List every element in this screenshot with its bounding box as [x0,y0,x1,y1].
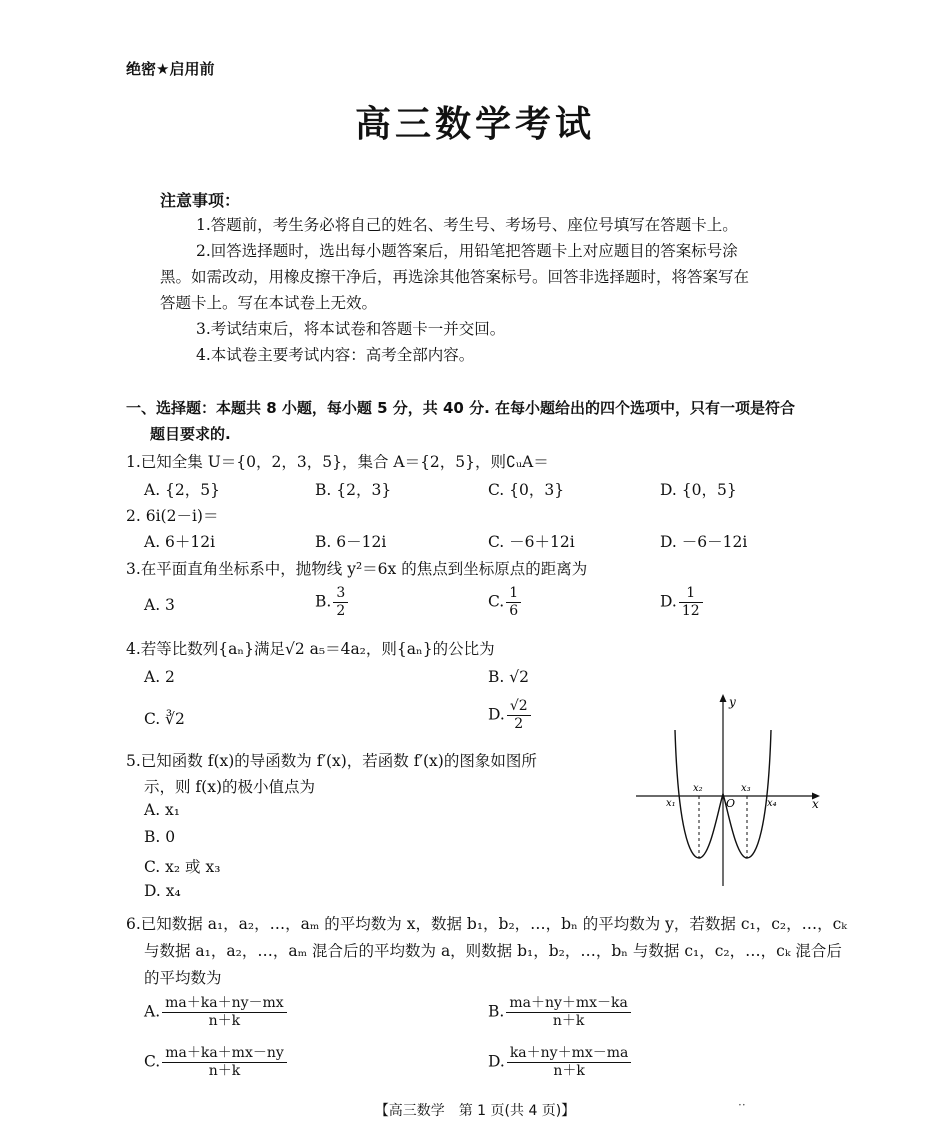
q3-option-a: A. 3 [144,596,175,614]
numerator: 1 [679,585,703,603]
q6-option-a-fraction [162,995,287,1030]
q6-option-c [144,1045,287,1080]
q1-option-c: C. {0，3} [488,481,565,499]
q3-option-c-fraction [506,585,521,620]
denominator: 12 [681,603,700,619]
x-axis-label: x [812,797,819,811]
q6-stem-line-1: 6.已知数据 a₁，a₂，…，aₘ 的平均数为 x，数据 b₁，b₂，…，bₙ 的平均数为 y，若数据 c₁，c₂，…，cₖ [126,915,847,933]
q1-option-d: D. {0，5} [660,481,737,499]
secret-label: 绝密★启用前 [126,60,215,78]
section-heading-line-2: 题目要求的. [150,425,231,443]
q5-option-d: D. x₄ [144,882,181,900]
q6-option-d-label: D. [488,1052,505,1071]
q6-option-b-label: B. [488,1002,505,1021]
denominator: n＋k [208,1063,241,1079]
notice-heading: 注意事项： [160,191,241,210]
notice-item-2-line-2: 黑。如需改动，用橡皮擦干净后，再选涂其他答案标号。回答非选择题时，将答案写在 [160,268,750,286]
notice-item-2-line-3: 答题卡上。写在本试卷上无效。 [160,294,378,312]
q3-stem: 3.在平面直角坐标系中，抛物线 y²＝6x 的焦点到坐标原点的距离为 [126,560,588,578]
y-axis-label: y [729,695,736,709]
q6-option-a [144,995,287,1030]
x2-label: x₂ [693,783,703,794]
q4-option-b: B. √2 [488,668,529,686]
q4-option-d-fraction [507,698,531,733]
q6-option-c-label: C. [144,1052,161,1071]
q4-option-c: C. ∛2 [144,710,185,728]
q1-option-b: B. {2，3} [315,481,392,499]
numerator: 3 [333,585,348,603]
q6-option-c-fraction [162,1045,287,1080]
q6-option-d-fraction [507,1045,632,1080]
denominator: n＋k [553,1063,585,1079]
q3-option-d-fraction [679,585,703,620]
q2-option-c: C. －6＋12i [488,533,575,551]
q2-stem: 2. 6i(2－i)＝ [126,507,219,525]
q5-stem-line-2: 示，则 f(x)的极小值点为 [144,778,316,796]
denominator: n＋k [208,1013,241,1029]
q6-stem-line-2: 与数据 a₁，a₂，…，aₘ 混合后的平均数为 a，则数据 b₁，b₂，…，bₙ 与数据 c₁，c₂，…，cₖ 混合后 [144,942,842,960]
x1-label: x₁ [666,798,676,809]
q6-option-d [488,1045,631,1080]
origin-label: O [726,797,736,810]
q3-option-d [660,585,703,620]
numerator: 1 [506,585,521,603]
page-footer: 【高三数学 第 1 页(共 4 页)】 [374,1103,576,1119]
q5-stem-line-1: 5.已知函数 f(x)的导函数为 f′(x)，若函数 f′(x)的图象如图所 [126,752,537,770]
numerator: ma＋ka＋mx－ny [162,1045,287,1063]
q2-option-b: B. 6－12i [315,533,387,551]
q3-option-b-fraction [333,585,348,620]
notice-item-4: 4.本试卷主要考试内容：高考全部内容。 [196,346,475,364]
section-heading-line-1: 一、选择题：本题共 8 小题，每小题 5 分，共 40 分. 在每小题给出的四个选项中，只有一项是符合 [126,399,796,417]
q3-option-c [488,585,521,620]
q1-stem: 1.已知全集 U＝{0，2，3，5}，集合 A＝{2，5}，则∁ᵤA＝ [126,453,549,471]
y-axis-arrow [720,694,727,702]
q4-option-d-label: D. [488,705,505,724]
q6-option-a-label: A. [144,1002,161,1021]
q2-option-a: A. 6＋12i [144,533,216,551]
q3-option-c-label: C. [488,592,505,611]
x4-label: x₄ [767,798,777,809]
numerator: √2 [507,698,531,716]
footer-mark: ·· [738,1098,746,1112]
x3-label: x₃ [741,783,751,794]
q4-option-d [488,698,531,733]
q1-option-a: A. {2，5} [144,481,220,499]
q3-option-b [315,585,348,620]
q6-stem-line-3: 的平均数为 [144,969,222,987]
q5-option-c: C. x₂ 或 x₃ [144,858,221,876]
q6-option-b [488,995,631,1030]
q4-option-a: A. 2 [144,668,175,686]
q3-option-b-label: B. [315,592,332,611]
notice-item-1: 1.答题前，考生务必将自己的姓名、考生号、考场号、座位号填写在答题卡上。 [196,216,738,234]
notice-item-3: 3.考试结束后，将本试卷和答题卡一并交回。 [196,320,506,338]
q2-option-d: D. －6－12i [660,533,748,551]
denominator: 2 [336,603,346,619]
numerator: ka＋ny＋mx－ma [507,1045,632,1063]
q3-option-d-label: D. [660,592,677,611]
denominator: 6 [509,603,519,619]
numerator: ma＋ny＋mx－ka [506,995,631,1013]
numerator: ma＋ka＋ny－mx [162,995,287,1013]
derivative-graph [630,690,830,890]
page-title: 高三数学考试 [354,104,595,145]
denominator: n＋k [552,1013,585,1029]
notice-item-2-line-1: 2.回答选择题时，选出每小题答案后，用铅笔把答题卡上对应题目的答案标号涂 [196,242,738,260]
denominator: 2 [514,716,524,732]
q5-option-a: A. x₁ [144,801,181,819]
q5-option-b: B. 0 [144,828,176,846]
q4-stem: 4.若等比数列{aₙ}满足√2 a₅＝4a₂，则{aₙ}的公比为 [126,640,495,658]
q6-option-b-fraction [506,995,631,1030]
